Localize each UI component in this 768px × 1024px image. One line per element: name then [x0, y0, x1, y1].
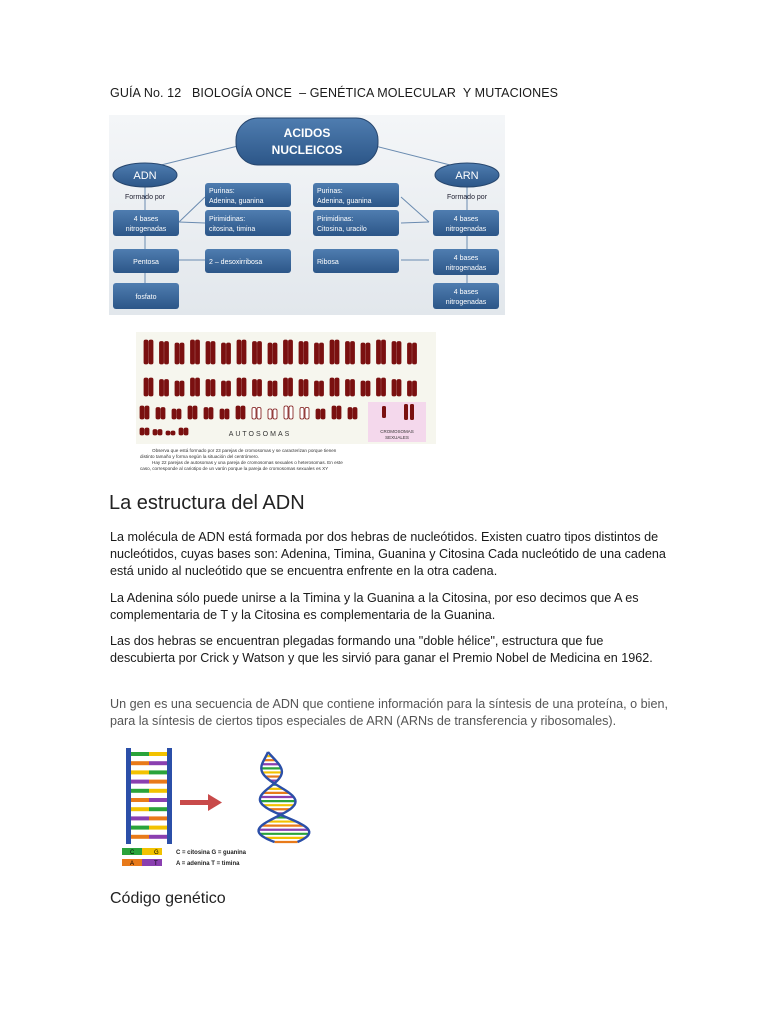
rung-right	[149, 770, 167, 774]
rung-right	[149, 780, 167, 784]
adn-azucar-label: 2 – desoxirribosa	[209, 259, 263, 266]
chromosome	[335, 378, 339, 396]
chromosome	[284, 406, 288, 419]
chromosome	[413, 343, 417, 364]
arn-pirimidinas-l1: Pirimidinas:	[317, 216, 354, 223]
chromosome	[299, 342, 303, 365]
chromosome	[315, 343, 319, 364]
chromosome	[348, 408, 352, 420]
chromosome	[366, 381, 370, 396]
arn-purinas-l1: Purinas:	[317, 188, 343, 195]
adn-bases-l2: nitrogenadas	[125, 226, 167, 233]
chromosome	[408, 343, 412, 364]
chromosome	[377, 378, 381, 396]
rung-left	[131, 807, 149, 811]
caption-line-3: Hay 22 parejas de autosomas y una pareja de cromosomas sexuales o heterosomas. En este	[152, 460, 343, 465]
chromosome	[144, 340, 148, 364]
chromosome	[166, 431, 170, 435]
rung-right	[149, 807, 167, 811]
chromosome	[304, 342, 308, 365]
chromosome	[180, 381, 184, 396]
rung-right	[149, 826, 167, 830]
rung-left	[131, 761, 149, 765]
chromosome	[175, 343, 179, 364]
chromosome	[193, 406, 197, 419]
chromosome	[145, 428, 149, 435]
chromosome	[222, 381, 226, 396]
chromosome	[158, 430, 162, 436]
chromosome	[330, 340, 334, 364]
chromosome	[392, 342, 396, 365]
chromosome	[316, 409, 320, 419]
rung-left	[131, 798, 149, 802]
chromosome	[284, 378, 288, 396]
rung-left	[131, 789, 149, 793]
adn-pirimidinas-l2: citosina, timina	[209, 226, 256, 233]
chromosome	[284, 340, 288, 364]
chromosome	[191, 340, 195, 364]
chromosome	[408, 381, 412, 396]
chromosome	[258, 342, 262, 365]
chromosome	[335, 340, 339, 364]
chromosome	[153, 430, 157, 436]
chromosome	[222, 343, 226, 364]
arn-purinas-l2: Adenina, guanina	[317, 198, 372, 205]
chromosome	[377, 340, 381, 364]
chromosome	[337, 406, 341, 419]
cromosomas-label: CROMOSOMAS	[380, 429, 414, 434]
chromosome	[320, 343, 324, 364]
chromosome	[273, 409, 277, 419]
arn-box2-l2: nitrogenadas	[445, 265, 487, 272]
arn-box3-l2: nitrogenadas	[445, 299, 487, 306]
chromosome	[361, 381, 365, 396]
chromosome	[211, 342, 215, 365]
caption-line-1: Observa que está formado por 23 parejas de cromosomas y se caracterizan porque tienen	[152, 448, 337, 453]
paragraph-3: Las dos hebras se encuentran plegadas formando una "doble hélice", estructura que fue descubierta por Crick y Watson y que les sirvió para ganar el Premio Nobel de Medicina en 1962.	[110, 634, 653, 666]
legend-t-swatch	[142, 859, 162, 866]
chromosome	[209, 408, 213, 420]
legend-c-letter: C	[130, 850, 135, 856]
chromosome	[206, 380, 210, 397]
chromosome	[225, 409, 229, 419]
chromosome	[177, 409, 181, 419]
root-label-line1: ACIDOS	[283, 126, 331, 140]
acidos-nucleicos-diagram	[109, 115, 505, 315]
rung-right	[149, 761, 167, 765]
chromosome	[257, 408, 261, 420]
chromosome	[161, 408, 165, 420]
chromosome	[382, 378, 386, 396]
rung-left	[131, 835, 149, 839]
chromosome	[211, 380, 215, 397]
arn-box3-l1: 4 bases	[453, 289, 479, 296]
chromosome	[289, 340, 293, 364]
karyotype-image	[132, 330, 450, 480]
legend-a-letter: A	[130, 861, 135, 867]
chromosome	[304, 380, 308, 397]
chromosome	[273, 381, 277, 396]
ladder-left-strand	[126, 748, 131, 844]
chromosome	[413, 381, 417, 396]
chromosome	[241, 406, 245, 419]
chromosome	[165, 342, 169, 365]
sex-chromosome	[410, 404, 414, 420]
chromosome	[299, 380, 303, 397]
rung-left	[131, 826, 149, 830]
adn-purinas-l1: Purinas:	[209, 188, 235, 195]
chromosome	[242, 378, 246, 396]
chromosome	[346, 342, 350, 365]
chromosome	[171, 431, 175, 435]
chromosome	[237, 378, 241, 396]
rung-left	[131, 752, 149, 756]
legend-g-letter: G	[154, 850, 159, 856]
adn-label: ADN	[133, 170, 157, 182]
chromosome	[184, 428, 188, 435]
chromosome	[206, 342, 210, 365]
rung-left	[131, 780, 149, 784]
chromosome	[175, 381, 179, 396]
chromosome	[149, 378, 153, 396]
rung-left	[131, 816, 149, 820]
chromosome	[382, 340, 386, 364]
paragraph-4: Un gen es una secuencia de ADN que contiene información para la síntesis de una proteína, o bien, para la síntesis de ciertos tipos especiales de ARN (ARNs de transferencia y ribosomales).	[110, 697, 668, 729]
adn-bases-l1: 4 bases	[133, 216, 159, 223]
chromosome	[300, 408, 304, 420]
chromosome	[273, 343, 277, 364]
chromosome	[258, 380, 262, 397]
rung-right	[149, 798, 167, 802]
formado-por-left: Formado por	[124, 194, 166, 201]
chromosome	[366, 343, 370, 364]
legend-line-2: A = adenina T = timina	[176, 861, 240, 867]
chromosome	[196, 340, 200, 364]
chromosome	[236, 406, 240, 419]
chromosome	[227, 343, 231, 364]
caption-line-4: caso, corresponde al cariotipo de un varón porque la pareja de cromosomas sexuales es XY	[140, 466, 329, 471]
chromosome	[188, 406, 192, 419]
chromosome	[196, 378, 200, 396]
rung-right	[149, 752, 167, 756]
chromosome	[392, 380, 396, 397]
section-title-codigo-genetico: Código genético	[110, 890, 226, 907]
chromosome	[160, 380, 164, 397]
chromosome	[253, 342, 257, 365]
chromosome	[289, 406, 293, 419]
chromosome	[242, 340, 246, 364]
rung-right	[149, 816, 167, 820]
adn-pirimidinas-l1: Pirimidinas:	[209, 216, 246, 223]
chromosome	[140, 428, 144, 435]
legend-g-swatch	[142, 848, 162, 855]
rung-left	[131, 770, 149, 774]
chromosome	[156, 408, 160, 420]
adn-fosfato-label: fosfato	[135, 294, 157, 301]
chromosome	[252, 408, 256, 420]
chromosome	[268, 381, 272, 396]
chromosome	[397, 342, 401, 365]
chromosome	[361, 343, 365, 364]
sex-chromosome	[382, 406, 386, 418]
chromosome	[330, 378, 334, 396]
chromosome	[321, 409, 325, 419]
paragraph-2: La Adenina sólo puede unirse a la Timina y la Guanina a la Citosina, por eso decimos que A es complementaria de T y la Citosina es complementaria de la Guanina.	[110, 591, 639, 623]
chromosome	[351, 342, 355, 365]
legend-line-1: C = citosina G = guanina	[176, 850, 247, 856]
adn-purinas-l2: Adenina, guanina	[209, 198, 264, 205]
autosomas-label: AUTOSOMAS	[228, 431, 292, 438]
caption-line-2: distinto tamaño y forma según la situación del centrómero.	[140, 454, 259, 459]
arn-azucar-label: Ribosa	[317, 259, 339, 266]
chromosome	[191, 378, 195, 396]
chromosome	[227, 381, 231, 396]
sexuales-label: SEXUALES	[385, 435, 409, 440]
chromosome	[351, 380, 355, 397]
chromosome	[289, 378, 293, 396]
chromosome	[268, 343, 272, 364]
chromosome	[315, 381, 319, 396]
arn-pirimidinas-l2: Citosina, uracilo	[317, 226, 367, 233]
chromosome	[346, 380, 350, 397]
legend-t-letter: T	[154, 861, 158, 867]
section-title-estructura-adn: La estructura del ADN	[109, 492, 305, 514]
formado-por-right: Formado por	[446, 194, 488, 201]
chromosome	[268, 409, 272, 419]
rung-right	[149, 789, 167, 793]
paragraph-1: La molécula de ADN está formada por dos hebras de nucleótidos. Existen cuatro tipos distintos de nucleótidos, cuyas bases son: Adenina, Timina, Guanina y Citosina Cada nucleótido de una cadena está unido al nucleótido que se encuentra enfrente en la otra cadena.	[110, 530, 666, 579]
chromosome	[165, 380, 169, 397]
chromosome	[320, 381, 324, 396]
rung-right	[149, 835, 167, 839]
chromosome	[144, 378, 148, 396]
ladder-right-strand	[167, 748, 172, 844]
chromosome	[179, 428, 183, 435]
root-label-line2: NUCLEICOS	[271, 143, 343, 157]
chromosome	[145, 406, 149, 419]
chromosome	[172, 409, 176, 419]
chromosome	[220, 409, 224, 419]
chromosome	[305, 408, 309, 420]
chromosome	[253, 380, 257, 397]
chromosome	[140, 406, 144, 419]
chromosome	[332, 406, 336, 419]
chromosome	[180, 343, 184, 364]
arn-box1-l1: 4 bases	[453, 216, 479, 223]
arn-box1-l2: nitrogenadas	[445, 226, 487, 233]
chromosome	[397, 380, 401, 397]
arn-box2-l1: 4 bases	[453, 255, 479, 262]
adn-pentosa-label: Pentosa	[133, 259, 159, 266]
dna-helix-image	[118, 744, 318, 874]
chromosome	[160, 342, 164, 365]
chromosome	[237, 340, 241, 364]
chromosome	[353, 408, 357, 420]
sex-chromosome	[404, 404, 408, 420]
chromosome	[204, 408, 208, 420]
guide-title: GUÍA No. 12 BIOLOGÍA ONCE – GENÉTICA MOLECULAR Y MUTACIONES	[110, 86, 559, 100]
arn-label: ARN	[455, 170, 479, 182]
chromosome	[149, 340, 153, 364]
